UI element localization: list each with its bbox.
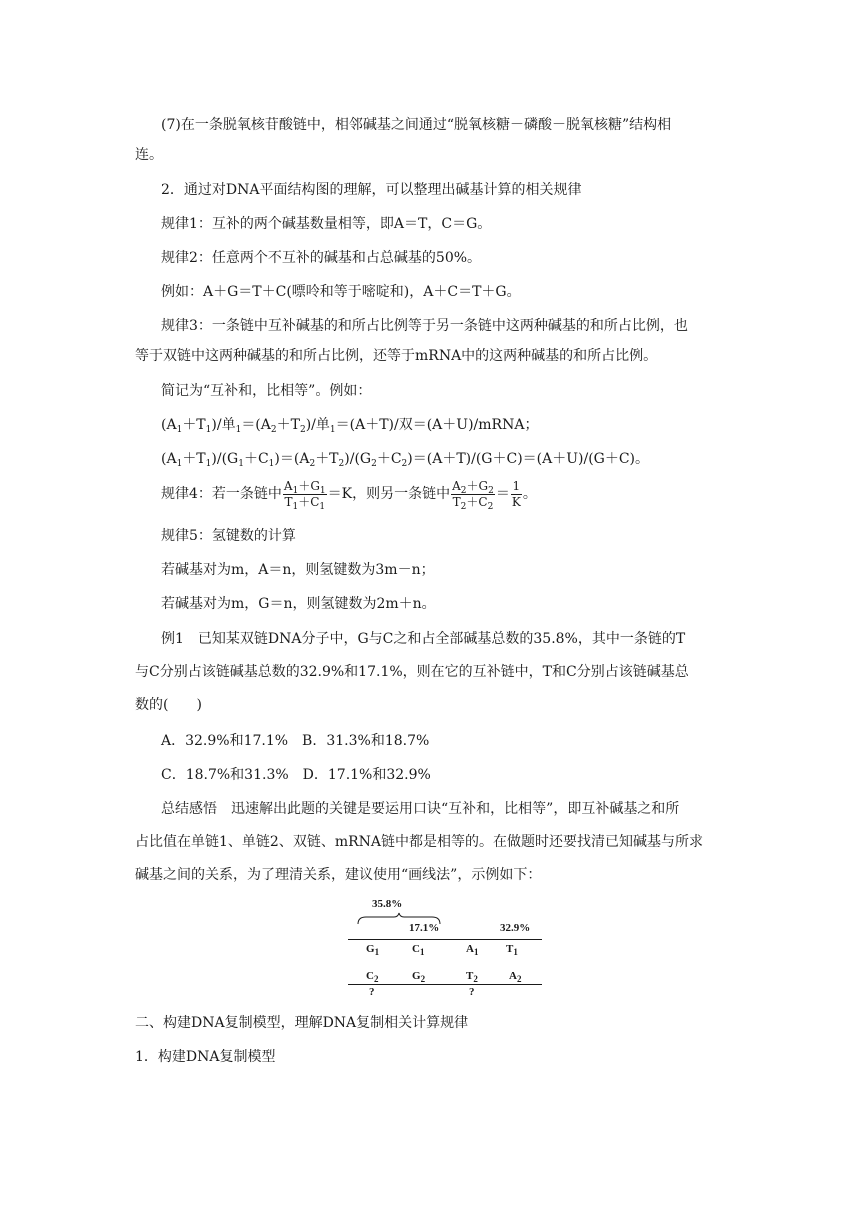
strand-2-base: $T_2$ bbox=[466, 970, 478, 984]
fraction-strand-2: $\frac{A_2+G_2}{T_2+C_2}$ bbox=[452, 478, 494, 512]
rule-4: 规律4：若一条链中 $\frac{A_1+G_1}{T_1+C_1}$ ＝K，则另一条链中 $\frac{A_2+G_2}{T_2+C_2}$ ＝ $\frac{1}{K}$ 。 bbox=[161, 478, 537, 512]
fraction-strand-1: $\frac{A_1+G_1}{T_1+C_1}$ bbox=[283, 478, 326, 512]
strand-1-base: $A_1$ bbox=[466, 943, 479, 957]
paragraph-7-line-2: 连。 bbox=[135, 147, 163, 163]
rule-3-line-2: 等于双链中这两种碱基的和所占比例，还等于mRNA中的这两种碱基的和所占比例。 bbox=[135, 348, 658, 364]
diagram-label-gc-total: 35.8% bbox=[372, 898, 403, 910]
example-1-line-1: 例1 已知某双链DNA分子中，G与C之和占全部碱基总数的35.8%，其中一条链的T bbox=[161, 631, 686, 647]
summary-line-2: 占比值在单链1、单链2、双链、mRNA链中都是相等的。在做题时还要找清已知碱基与所求 bbox=[135, 834, 703, 850]
rule-2-example: 例如：A＋G＝T＋C(嘌呤和等于嘧啶和)，A＋C＝T＋G。 bbox=[161, 284, 521, 300]
diagram-label-t1: 32.9% bbox=[500, 922, 531, 934]
paragraph-7-line-1: (7)在一条脱氧核苷酸链中，相邻碱基之间通过“脱氧核糖－磷酸－脱氧核糖”结构相 bbox=[161, 117, 672, 133]
shorthand-line: 简记为“互补和，比相等”。例如： bbox=[161, 383, 372, 399]
strand-1-line bbox=[348, 939, 542, 940]
strand-2-line bbox=[348, 984, 542, 985]
strand-2-base: $A_2$ bbox=[509, 970, 522, 984]
subsection-build-model: 1．构建DNA复制模型 bbox=[135, 1049, 276, 1065]
formula-ratio-at-gc: $(A_1+T_1)/(G_1+C_1)=(A_2+T_2)/(G_2+C_2)=(A+T)/(G+C)=(A+U)/(G+C)$。 bbox=[161, 451, 650, 469]
options-a-b: A．32.9%和17.1% B．31.3%和18.7% bbox=[161, 733, 430, 749]
unknown-t2-mark: ? bbox=[469, 986, 475, 998]
hydrogen-bond-a: 若碱基对为m，A＝n，则氢键数为3m－n； bbox=[161, 562, 435, 578]
rule-2: 规律2：任意两个不互补的碱基和占总碱基的50%。 bbox=[161, 250, 482, 266]
formula-ratio-sum: $(A_1+T_1)/$单$_1=(A_2+T_2)/$单$_1$＝(A＋T)/双＝(A＋U)/mRNA； bbox=[161, 417, 539, 435]
rule-3-line-1: 规律3：一条链中互补碱基的和所占比例等于另一条链中这两种碱基的和所占比例，也 bbox=[161, 318, 688, 334]
rule-1: 规律1：互补的两个碱基数量相等，即A＝T，C＝G。 bbox=[161, 216, 492, 232]
section-2-heading: 2．通过对DNA平面结构图的理解，可以整理出碱基计算的相关规律 bbox=[161, 182, 582, 198]
options-c-d: C．18.7%和31.3% D．17.1%和32.9% bbox=[161, 767, 431, 783]
summary-line-3: 碱基之间的关系，为了理清关系，建议使用“画线法”，示例如下： bbox=[135, 867, 542, 883]
example-1-line-2: 与C分别占该链碱基总数的32.9%和17.1%，则在它的互补链中，T和C分别占该链碱基总 bbox=[135, 664, 689, 680]
summary-line-1: 总结感悟 迅速解出此题的关键是要运用口诀“互补和，比相等”，即互补碱基之和所 bbox=[161, 801, 680, 817]
hydrogen-bond-g: 若碱基对为m，G＝n，则氢键数为2m＋n。 bbox=[161, 596, 436, 612]
diagram-label-c1: 17.1% bbox=[409, 922, 440, 934]
example-1-line-3: 数的( ) bbox=[135, 697, 202, 713]
base-pairing-diagram bbox=[346, 895, 546, 1000]
rule-5: 规律5：氢键数的计算 bbox=[161, 528, 296, 544]
strand-2-base: $G_2$ bbox=[412, 970, 426, 984]
section-heading-dna-replication: 二、构建DNA复制模型，理解DNA复制相关计算规律 bbox=[135, 1015, 469, 1031]
strand-2-base: $C_2$ bbox=[366, 970, 379, 984]
strand-1-base: $T_1$ bbox=[506, 943, 518, 957]
fraction-one-over-k: $\frac{1}{K}$ bbox=[511, 478, 521, 509]
strand-1-base: $C_1$ bbox=[412, 943, 425, 957]
strand-1-base: $G_1$ bbox=[366, 943, 380, 957]
unknown-c2-mark: ? bbox=[369, 986, 375, 998]
